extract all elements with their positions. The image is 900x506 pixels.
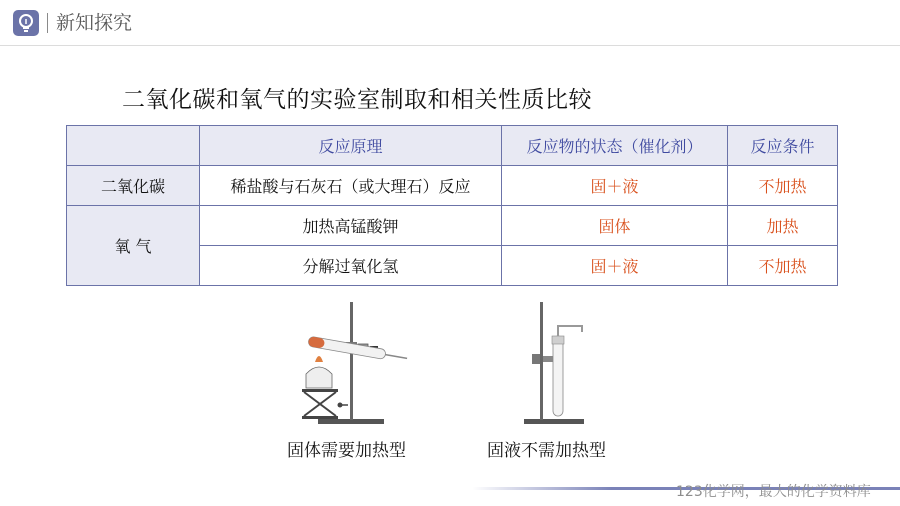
cell-principle: 稀盐酸与石灰石（或大理石）反应 (200, 166, 502, 206)
heating-apparatus-caption: 固体需要加热型 (287, 441, 406, 461)
header-separator (47, 13, 48, 33)
table-header-corner (67, 126, 200, 166)
cell-principle: 加热高锰酸钾 (200, 206, 502, 246)
table-header-condition: 反应条件 (728, 126, 838, 166)
page-title: 二氧化碳和氧气的实验室制取和相关性质比较 (122, 87, 592, 113)
solid-liquid-apparatus-icon (510, 296, 600, 436)
footer-divider-fade (472, 487, 612, 490)
cell-condition: 加热 (728, 206, 838, 246)
table-row (67, 166, 838, 206)
cell-principle: 分解过氧化氢 (200, 246, 502, 286)
table-header-state: 反应物的状态（催化剂） (502, 126, 728, 166)
table-header-row (67, 126, 838, 166)
row-head-co2: 二氧化碳 (67, 166, 200, 206)
header-divider (0, 45, 900, 46)
table-row (67, 206, 838, 246)
row-head-o2: 氧 气 (67, 206, 200, 286)
cell-state: 固＋液 (502, 246, 728, 286)
header-bar (0, 0, 900, 46)
cell-state: 固体 (502, 206, 728, 246)
page-section-title: 新知探究 (56, 12, 133, 34)
table-header-principle: 反应原理 (200, 126, 502, 166)
solid-heating-apparatus-icon (288, 296, 418, 436)
comparison-table (66, 125, 838, 286)
cell-condition: 不加热 (728, 166, 838, 206)
no-heating-apparatus-caption: 固液不需加热型 (487, 441, 606, 461)
lightbulb-icon (13, 10, 39, 36)
cell-condition: 不加热 (728, 246, 838, 286)
cell-state: 固＋液 (502, 166, 728, 206)
footer-watermark: 123化学网，最大的化学资料库 (676, 484, 871, 500)
